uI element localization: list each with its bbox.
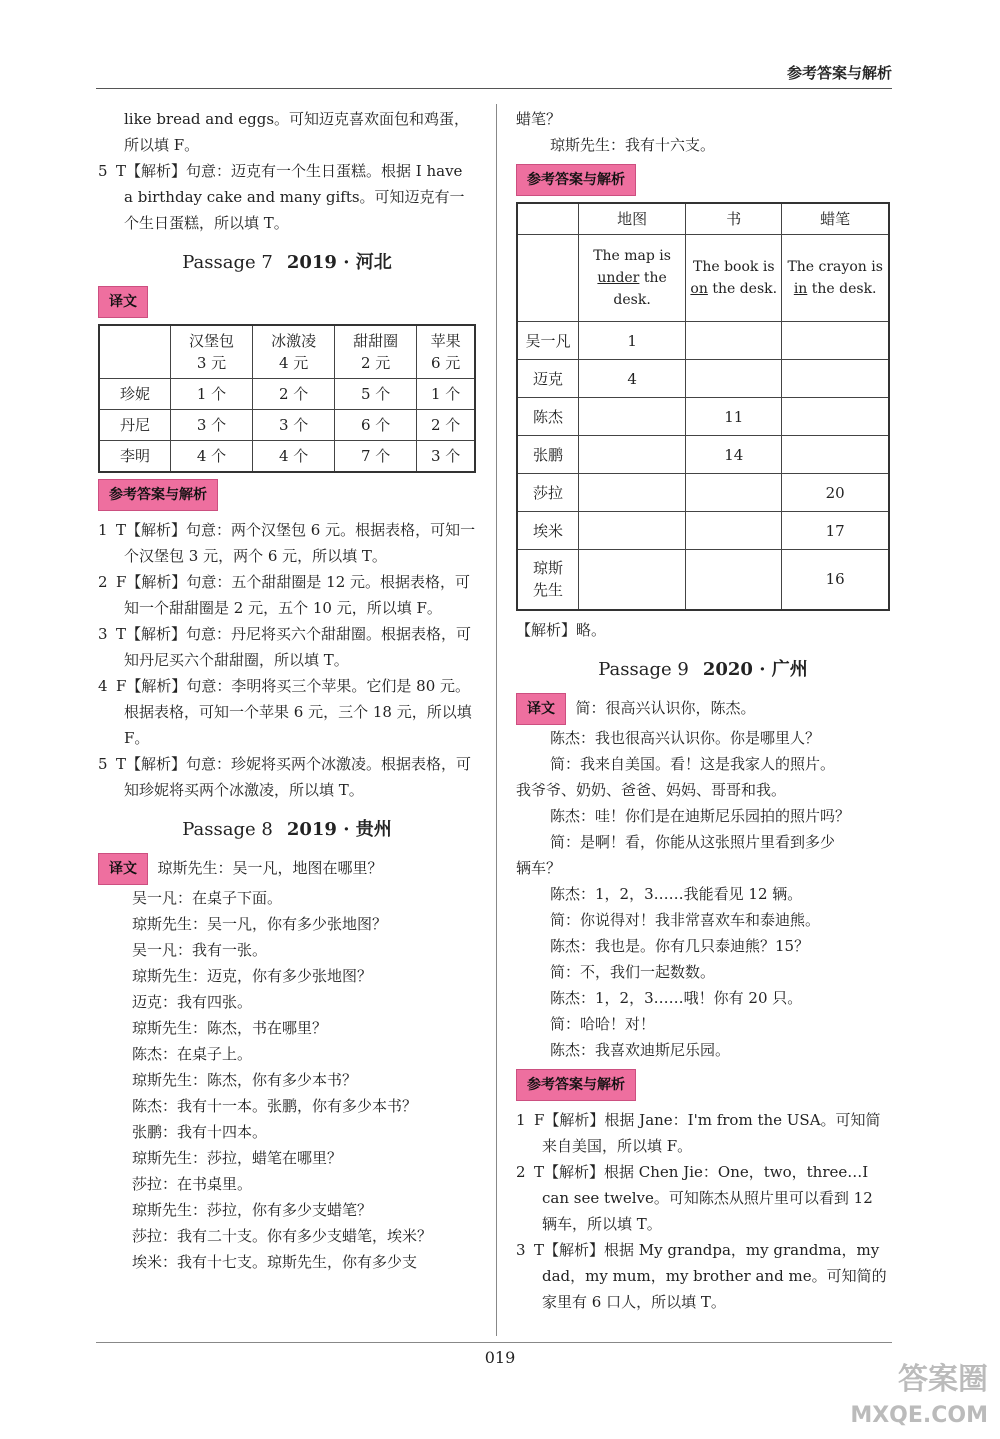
passage-9-title: Passage 9 2020 · 广州 xyxy=(598,658,808,680)
table-cell: 汉堡包 3 元 xyxy=(171,325,253,379)
table-row: 莎拉 20 xyxy=(517,474,889,512)
table-header-row xyxy=(99,325,475,379)
answer-tag: 参考答案与解析 xyxy=(98,479,218,511)
right-column xyxy=(516,106,890,1315)
table-row: 张鹏 14 xyxy=(517,436,889,474)
answer-tag: 参考答案与解析 xyxy=(516,1069,636,1101)
dialog-first-line: 译文 简：很高兴认识你，陈杰。 xyxy=(516,693,890,725)
watermark-logo: 答案圈 MXQE.COM xyxy=(850,1362,988,1428)
answer-item: 1 T【解析】句意：两个汉堡包 6 元。根据表格，可知一个汉堡包 3 元，两个 6 元，所以填 T。 xyxy=(98,521,476,565)
answer-tag: 参考答案与解析 xyxy=(516,164,636,196)
table-cell: 蜡笔 xyxy=(782,203,889,235)
dialog-8: 吴一凡：在桌子下面。 琼斯先生：吴一凡，你有多少张地图？ 吴一凡：我有一张。 琼斯先生：迈克，你有多少张地图？ 迈克：我有四张。 琼斯先生：陈杰，书在哪里？ 陈杰：在桌子上。 琼斯先生：陈杰，你有多少本书？ 陈杰：我有十一本。张鹏，你有多少本书？ 张鹏：我有十四本。 琼斯先生：莎拉，蜡笔在哪里？ 莎拉：在书桌里。 琼斯先生：莎拉，你有多少支蜡笔？ 莎拉：我有二十支。你有多少支蜡笔，埃米？ 埃米：我有十七支。琼斯先生，你有多少支 xyxy=(132,889,433,1271)
column-divider xyxy=(496,104,497,1336)
price-table xyxy=(98,324,476,473)
table-row: 珍妮 1 个 2 个 5 个 1 个 xyxy=(99,379,475,410)
table-cell: 书 xyxy=(686,203,782,235)
table-cell xyxy=(517,203,579,235)
table-row: 埃米 17 xyxy=(517,512,889,550)
translation-tag: 译文 xyxy=(98,286,148,318)
answer-item: 1 F【解析】根据 Jane：I'm from the USA。可知简来自美国，所以填 F。 xyxy=(516,1110,881,1155)
continued-text: 琼斯先生：我有十六支。 xyxy=(550,136,716,154)
answer-item: 5 T【解析】句意：珍妮将买两个冰激凌。根据表格，可知珍妮将买两个冰激凌，所以填 T。 xyxy=(98,755,472,799)
table-row: 迈克 4 xyxy=(517,360,889,398)
answer-item: 5 T【解析】句意：迈克有一个生日蛋糕。根据 I have a birthday cake and many gifts。可知迈克有一个生日蛋糕，所以填 T。 xyxy=(98,162,465,232)
table-row: 李明 4 个 4 个 7 个 3 个 xyxy=(99,441,475,473)
translation-tag: 译文 xyxy=(516,693,566,725)
table-cell: 地图 xyxy=(579,203,686,235)
table-row: 陈杰 11 xyxy=(517,398,889,436)
dialog-9: 陈杰：我也很高兴认识你。你是哪里人？ 简：我来自美国。看！这是我家人的照片。 我爷爷、奶奶、爸爸、妈妈、哥哥和我。 陈杰：哇！你们是在迪斯尼乐园拍的照片吗？ 简：是啊！看，你能从这张照片里看到多少 辆车？ 陈杰：1，2，3……我能看见 12 辆。 简：你说得对！我非常喜欢车和泰迪熊。 陈杰：我也是。你有几只泰迪熊？15？ 简：不，我们一起数数。 陈杰：1，2，3……哦！你有 20 只。 简：哈哈！对！ 陈杰：我喜欢迪斯尼乐园。 xyxy=(516,728,851,1059)
continued-text: like bread and eggs。可知迈克喜欢面包和鸡蛋，所以填 F。 xyxy=(124,110,470,154)
analysis-note: 【解析】略。 xyxy=(516,620,607,639)
page-number: 019 xyxy=(484,1348,516,1367)
passage-7-title: Passage 7 2019 · 河北 xyxy=(182,252,392,273)
answer-item: 2 T【解析】根据 Chen Jie：One，two，three…I can see twelve。可知陈杰从照片里可以看到 12 辆车，所以填 T。 xyxy=(516,1162,873,1233)
continued-text: 蜡笔？ xyxy=(516,110,562,128)
header-title: 参考答案与解析 xyxy=(786,64,892,82)
header-rule xyxy=(96,88,892,89)
answer-item: 3 T【解析】句意：丹尼将买六个甜甜圈。根据表格，可知丹尼买六个甜甜圈，所以填 T。 xyxy=(98,625,472,669)
table-header-row xyxy=(517,203,889,235)
answer-item: 2 F【解析】句意：五个甜甜圈是 12 元。根据表格，可知一个甜甜圈是 2 元，五个 10 元，所以填 F。 xyxy=(98,573,471,617)
footer-rule xyxy=(96,1342,892,1343)
translation-tag: 译文 xyxy=(98,853,148,885)
table-row: 琼斯 先生 16 xyxy=(517,550,889,610)
passage-8-title: Passage 8 2019 · 贵州 xyxy=(182,819,392,840)
table-cell: 冰激凌 4 元 xyxy=(253,325,335,379)
table-row: 丹尼 3 个 3 个 6 个 2 个 xyxy=(99,410,475,441)
dialog-first-line: 译文 琼斯先生：吴一凡，地图在哪里？ xyxy=(98,853,476,885)
table-cell: 甜甜圈 2 元 xyxy=(335,325,417,379)
answer-item: 3 T【解析】根据 My grandpa，my grandma，my dad，my mum，my brother and me。可知简的家里有 6 口人，所以填 T。 xyxy=(516,1240,887,1311)
location-table xyxy=(516,202,890,611)
table-cell: 苹果 6 元 xyxy=(417,325,475,379)
table-subrow: The map is under the desk. The book is on the desk. The crayon is in the desk. xyxy=(517,235,889,322)
left-column xyxy=(98,106,476,1275)
answer-item: 4 F【解析】句意：李明将买三个苹果。它们是 80 元。根据表格，可知一个苹果 6 元，三个 18 元，所以填 F。 xyxy=(98,677,472,747)
table-row: 吴一凡 1 xyxy=(517,322,889,360)
table-cell xyxy=(99,325,171,379)
